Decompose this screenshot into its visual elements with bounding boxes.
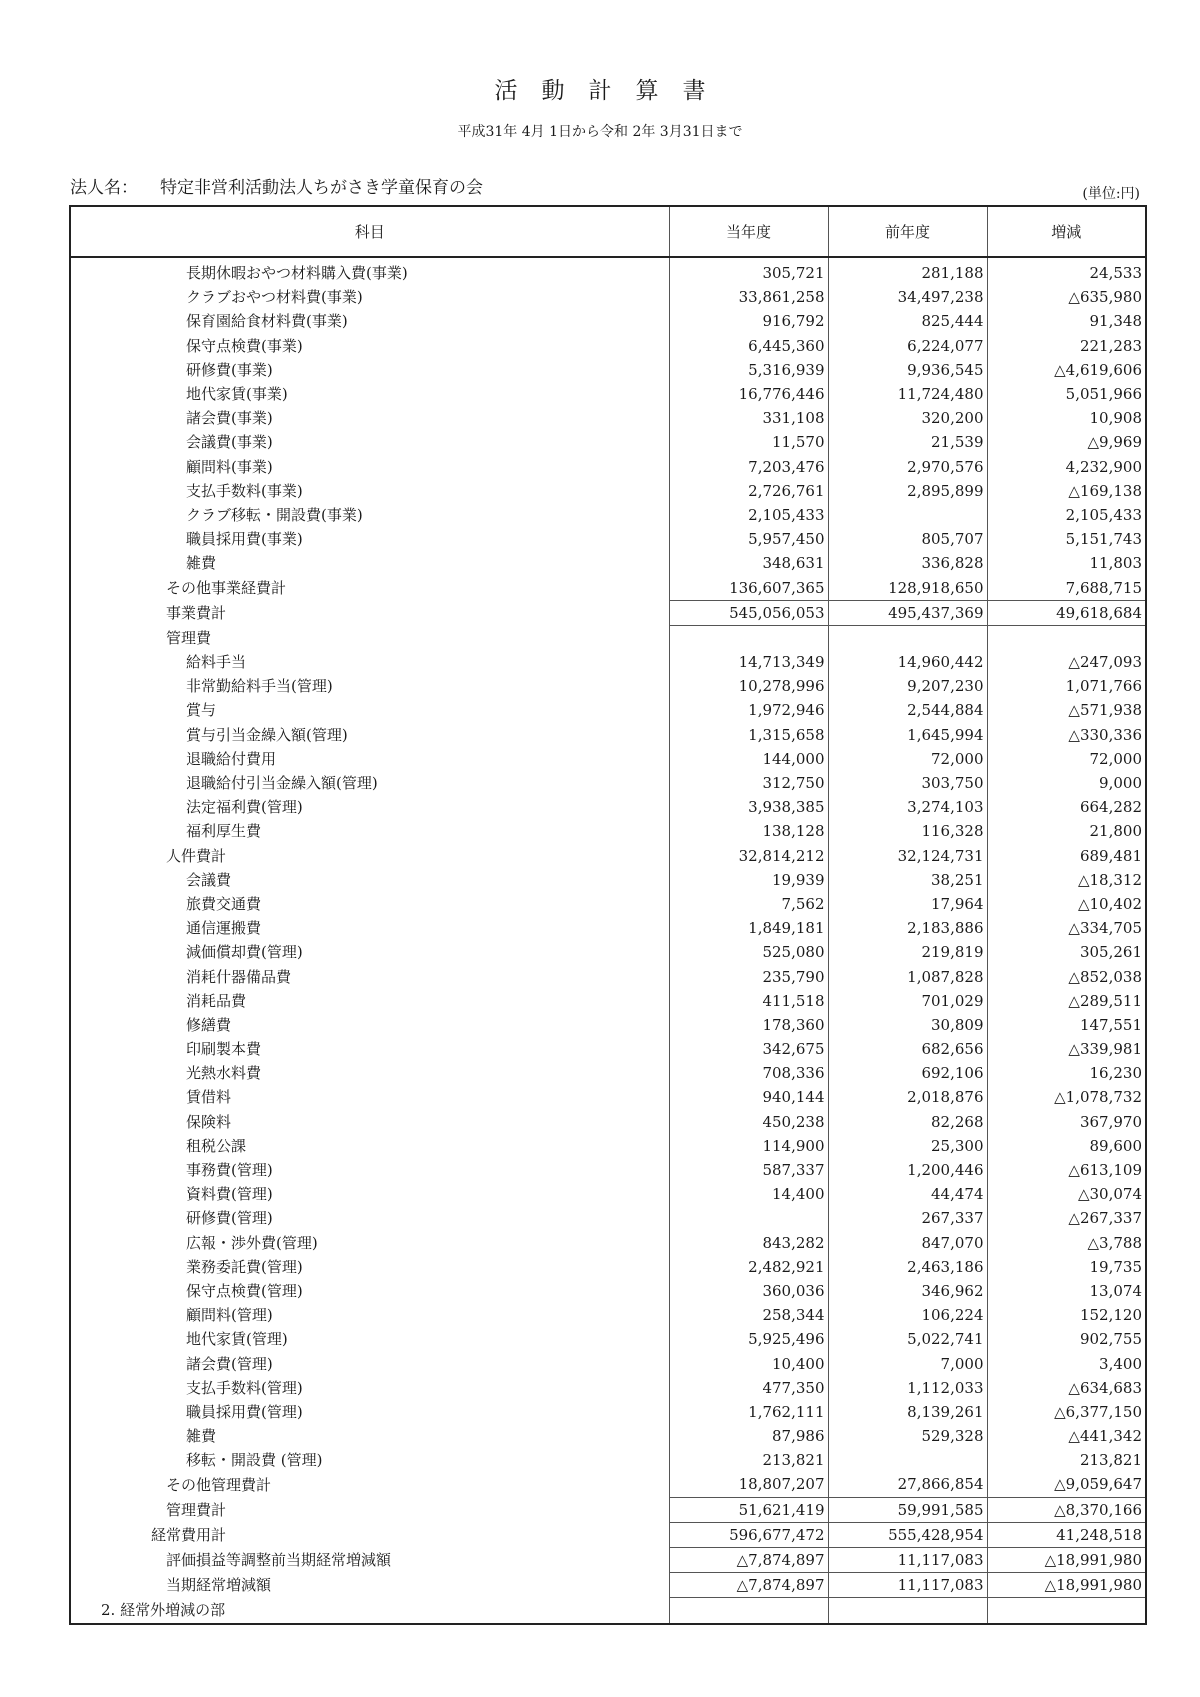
unit-note: (単位:円) [1082,186,1140,202]
table-row [70,406,1146,430]
current-year-value: 18,807,207 [669,1472,828,1497]
organization [70,173,483,198]
row-label: 顧問料(管理) [70,1303,669,1327]
current-year-value: 7,562 [669,892,828,916]
table-row [70,600,1146,625]
current-year-value: 2,482,921 [669,1255,828,1279]
previous-year-value: 21,539 [828,430,987,454]
table-row [70,1134,1146,1158]
previous-year-value: 825,444 [828,309,987,333]
current-year-value: 342,675 [669,1037,828,1061]
current-year-value: 1,762,111 [669,1400,828,1424]
change-value: 89,600 [987,1134,1146,1158]
previous-year-value: 27,866,854 [828,1472,987,1497]
table-row [70,940,1146,964]
current-year-value: 525,080 [669,940,828,964]
change-value: 21,800 [987,819,1146,843]
current-year-value: 596,677,472 [669,1522,828,1547]
current-year-value: 114,900 [669,1134,828,1158]
change-value: 5,051,966 [987,382,1146,406]
current-year-value: 477,350 [669,1376,828,1400]
change-value: △8,370,166 [987,1497,1146,1522]
current-year-value: 14,400 [669,1182,828,1206]
previous-year-value: 2,018,876 [828,1085,987,1109]
table-row [70,868,1146,892]
current-year-value: 1,315,658 [669,723,828,747]
previous-year-value: 2,463,186 [828,1255,987,1279]
table-row [70,1497,1146,1522]
previous-year-value: 38,251 [828,868,987,892]
change-value: △635,980 [987,285,1146,309]
header-previous-year: 前年度 [828,206,987,257]
current-year-value: 6,445,360 [669,334,828,358]
previous-year-value: 1,087,828 [828,964,987,988]
table-row [70,1279,1146,1303]
row-label: 長期休暇おやつ材料購入費(事業) [70,257,669,285]
previous-year-value: 11,724,480 [828,382,987,406]
change-value: △267,337 [987,1206,1146,1230]
table-row [70,1547,1146,1572]
table-row [70,892,1146,916]
table-row [70,795,1146,819]
change-value: △334,705 [987,916,1146,940]
current-year-value: 2,726,761 [669,479,828,503]
table-row [70,747,1146,771]
previous-year-value: 336,828 [828,551,987,575]
org-label: 法人名： [70,178,138,198]
row-label: 諸会費(管理) [70,1351,669,1375]
current-year-value: 7,203,476 [669,455,828,479]
table-row [70,575,1146,600]
current-year-value: △7,874,897 [669,1573,828,1598]
previous-year-value: 128,918,650 [828,575,987,600]
row-label: 業務委託費(管理) [70,1255,669,1279]
previous-year-value: 495,437,369 [828,600,987,625]
previous-year-value [828,625,987,650]
previous-year-value [828,1448,987,1472]
change-value: 11,803 [987,551,1146,575]
row-label: 減価償却費(管理) [70,940,669,964]
previous-year-value: 7,000 [828,1351,987,1375]
previous-year-value: 72,000 [828,747,987,771]
current-year-value: 708,336 [669,1061,828,1085]
previous-year-value: 805,707 [828,527,987,551]
change-value: 221,283 [987,334,1146,358]
previous-year-value: 555,428,954 [828,1522,987,1547]
current-year-value: 843,282 [669,1231,828,1255]
change-value: △289,511 [987,989,1146,1013]
row-label: 移転・開設費 (管理) [70,1448,669,1472]
change-value: 689,481 [987,844,1146,868]
table-row [70,1085,1146,1109]
change-value: 1,071,766 [987,674,1146,698]
table-row [70,1013,1146,1037]
current-year-value: 138,128 [669,819,828,843]
previous-year-value: 11,117,083 [828,1573,987,1598]
change-value: △330,336 [987,723,1146,747]
row-label: 広報・渉外費(管理) [70,1231,669,1255]
table-row [70,916,1146,940]
row-label: 退職給付費用 [70,747,669,771]
row-label: 2. 経常外増減の部 [70,1598,669,1624]
previous-year-value: 2,544,884 [828,698,987,722]
row-label: 経常費用計 [70,1522,669,1547]
previous-year-value: 116,328 [828,819,987,843]
previous-year-value: 9,207,230 [828,674,987,698]
previous-year-value: 2,895,899 [828,479,987,503]
previous-year-value: 847,070 [828,1231,987,1255]
row-label: 賞与引当金繰入額(管理) [70,723,669,747]
current-year-value [669,1206,828,1230]
row-label: 顧問料(事業) [70,455,669,479]
change-value: △441,342 [987,1424,1146,1448]
current-year-value [669,625,828,650]
change-value: 19,735 [987,1255,1146,1279]
previous-year-value: 692,106 [828,1061,987,1085]
table-row [70,819,1146,843]
previous-year-value: 9,936,545 [828,358,987,382]
table-row [70,771,1146,795]
current-year-value: 348,631 [669,551,828,575]
previous-year-value: 59,991,585 [828,1497,987,1522]
current-year-value: 5,957,450 [669,527,828,551]
current-year-value: 178,360 [669,1013,828,1037]
change-value: △18,312 [987,868,1146,892]
table-row [70,674,1146,698]
previous-year-value: 30,809 [828,1013,987,1037]
previous-year-value: 106,224 [828,1303,987,1327]
change-value: △10,402 [987,892,1146,916]
row-label: 人件費計 [70,844,669,868]
table-row [70,551,1146,575]
row-label: 諸会費(事業) [70,406,669,430]
current-year-value: 10,400 [669,1351,828,1375]
row-label: 雑費 [70,1424,669,1448]
current-year-value: 14,713,349 [669,650,828,674]
row-label: 会議費 [70,868,669,892]
row-label: 退職給付引当金繰入額(管理) [70,771,669,795]
row-label: 事務費(管理) [70,1158,669,1182]
table-row [70,1424,1146,1448]
previous-year-value: 701,029 [828,989,987,1013]
previous-year-value: 5,022,741 [828,1327,987,1351]
previous-year-value: 1,200,446 [828,1158,987,1182]
current-year-value: 331,108 [669,406,828,430]
row-label: 管理費 [70,625,669,650]
current-year-value: 87,986 [669,1424,828,1448]
row-label: 資料費(管理) [70,1182,669,1206]
row-label: 地代家賃(事業) [70,382,669,406]
previous-year-value: 303,750 [828,771,987,795]
previous-year-value: 219,819 [828,940,987,964]
previous-year-value: 2,970,576 [828,455,987,479]
current-year-value: 312,750 [669,771,828,795]
row-label: 租税公課 [70,1134,669,1158]
row-label: 賃借料 [70,1085,669,1109]
table-row [70,479,1146,503]
previous-year-value: 267,337 [828,1206,987,1230]
row-label: クラブおやつ材料費(事業) [70,285,669,309]
current-year-value: 3,938,385 [669,795,828,819]
row-label: 法定福利費(管理) [70,795,669,819]
change-value: △6,377,150 [987,1400,1146,1424]
change-value: 41,248,518 [987,1522,1146,1547]
table-row [70,309,1146,333]
change-value: △18,991,980 [987,1573,1146,1598]
change-value: 213,821 [987,1448,1146,1472]
table-row [70,723,1146,747]
current-year-value: 5,925,496 [669,1327,828,1351]
previous-year-value: 1,645,994 [828,723,987,747]
table-row [70,1037,1146,1061]
row-label: 消耗品費 [70,989,669,1013]
change-value: 2,105,433 [987,503,1146,527]
row-label: 雑費 [70,551,669,575]
current-year-value: 450,238 [669,1110,828,1134]
table-row [70,844,1146,868]
table-row [70,1376,1146,1400]
row-label: 通信運搬費 [70,916,669,940]
table-row [70,430,1146,454]
table-row [70,1231,1146,1255]
table-row [70,1110,1146,1134]
row-label: 職員採用費(管理) [70,1400,669,1424]
table-header-row [70,206,1146,257]
org-name: 特定非営利活動法人ちがさき学童保育の会 [160,178,483,198]
current-year-value: 10,278,996 [669,674,828,698]
row-label: 印刷製本費 [70,1037,669,1061]
change-value: △247,093 [987,650,1146,674]
table-row [70,257,1146,285]
table-row [70,382,1146,406]
change-value: 147,551 [987,1013,1146,1037]
current-year-value: 136,607,365 [669,575,828,600]
table-row [70,1472,1146,1497]
current-year-value: 305,721 [669,257,828,285]
table-row [70,625,1146,650]
document-title: 活動計算書 [494,78,730,104]
change-value: △169,138 [987,479,1146,503]
row-label: 地代家賃(管理) [70,1327,669,1351]
row-label: 福利厚生費 [70,819,669,843]
change-value [987,1598,1146,1624]
previous-year-value: 32,124,731 [828,844,987,868]
fiscal-period: 平成31年 4月 1日から令和 2年 3月31日まで [457,124,743,140]
table-row [70,1206,1146,1230]
table-row [70,964,1146,988]
current-year-value: 19,939 [669,868,828,892]
row-label: 保育園給食材料費(事業) [70,309,669,333]
change-value: 902,755 [987,1327,1146,1351]
previous-year-value: 11,117,083 [828,1547,987,1572]
table-row [70,358,1146,382]
current-year-value: 235,790 [669,964,828,988]
current-year-value: 916,792 [669,309,828,333]
table-row [70,1573,1146,1598]
previous-year-value: 3,274,103 [828,795,987,819]
row-label: 保守点検費(管理) [70,1279,669,1303]
header-change: 増減 [987,206,1146,257]
row-label: 保険料 [70,1110,669,1134]
current-year-value: 940,144 [669,1085,828,1109]
row-label: クラブ移転・開設費(事業) [70,503,669,527]
row-label: その他事業経費計 [70,575,669,600]
table-row [70,1400,1146,1424]
previous-year-value: 2,183,886 [828,916,987,940]
table-row [70,698,1146,722]
change-value: △852,038 [987,964,1146,988]
current-year-value: 11,570 [669,430,828,454]
table-row [70,1448,1146,1472]
table-row [70,527,1146,551]
row-label: 給料手当 [70,650,669,674]
previous-year-value: 529,328 [828,1424,987,1448]
current-year-value: 51,621,419 [669,1497,828,1522]
header-current-year: 当年度 [669,206,828,257]
table-row [70,1158,1146,1182]
table-row [70,455,1146,479]
change-value: 152,120 [987,1303,1146,1327]
current-year-value: 33,861,258 [669,285,828,309]
current-year-value [669,1598,828,1624]
change-value: 13,074 [987,1279,1146,1303]
row-label: 研修費(事業) [70,358,669,382]
current-year-value: △7,874,897 [669,1547,828,1572]
row-label: 職員採用費(事業) [70,527,669,551]
previous-year-value: 44,474 [828,1182,987,1206]
change-value: △18,991,980 [987,1547,1146,1572]
header-account: 科目 [70,206,669,257]
row-label: 支払手数料(管理) [70,1376,669,1400]
table-row [70,989,1146,1013]
previous-year-value: 34,497,238 [828,285,987,309]
change-value: 49,618,684 [987,600,1146,625]
change-value: 7,688,715 [987,575,1146,600]
table-row [70,1327,1146,1351]
row-label: 修繕費 [70,1013,669,1037]
previous-year-value: 17,964 [828,892,987,916]
current-year-value: 258,344 [669,1303,828,1327]
row-label: 事業費計 [70,600,669,625]
change-value: 3,400 [987,1351,1146,1375]
previous-year-value [828,1598,987,1624]
row-label: 当期経常増減額 [70,1573,669,1598]
row-label: 研修費(管理) [70,1206,669,1230]
table-row [70,1255,1146,1279]
table-row [70,1598,1146,1624]
change-value: 4,232,900 [987,455,1146,479]
previous-year-value: 8,139,261 [828,1400,987,1424]
previous-year-value: 14,960,442 [828,650,987,674]
change-value: △9,969 [987,430,1146,454]
change-value: 367,970 [987,1110,1146,1134]
change-value: 24,533 [987,257,1146,285]
change-value: △571,938 [987,698,1146,722]
current-year-value: 2,105,433 [669,503,828,527]
row-label: 旅費交通費 [70,892,669,916]
change-value: 5,151,743 [987,527,1146,551]
previous-year-value [828,503,987,527]
row-label: 賞与 [70,698,669,722]
table-row [70,1351,1146,1375]
change-value: △9,059,647 [987,1472,1146,1497]
previous-year-value: 346,962 [828,1279,987,1303]
current-year-value: 16,776,446 [669,382,828,406]
change-value: △613,109 [987,1158,1146,1182]
current-year-value: 144,000 [669,747,828,771]
table-row [70,334,1146,358]
row-label: 会議費(事業) [70,430,669,454]
current-year-value: 587,337 [669,1158,828,1182]
row-label: 保守点検費(事業) [70,334,669,358]
current-year-value: 5,316,939 [669,358,828,382]
table-row [70,285,1146,309]
change-value: 305,261 [987,940,1146,964]
row-label: 管理費計 [70,1497,669,1522]
table-row [70,1303,1146,1327]
previous-year-value: 281,188 [828,257,987,285]
row-label: 非常勤給料手当(管理) [70,674,669,698]
change-value: 10,908 [987,406,1146,430]
change-value: △634,683 [987,1376,1146,1400]
change-value: △4,619,606 [987,358,1146,382]
current-year-value: 545,056,053 [669,600,828,625]
previous-year-value: 1,112,033 [828,1376,987,1400]
change-value: 91,348 [987,309,1146,333]
table-row [70,1061,1146,1085]
change-value: △1,078,732 [987,1085,1146,1109]
table-row [70,503,1146,527]
change-value: 664,282 [987,795,1146,819]
table-row [70,1522,1146,1547]
change-value [987,625,1146,650]
change-value: 72,000 [987,747,1146,771]
table-row [70,1182,1146,1206]
change-value: △30,074 [987,1182,1146,1206]
current-year-value: 411,518 [669,989,828,1013]
change-value: △339,981 [987,1037,1146,1061]
activity-statement-table [69,205,1147,1625]
table-row [70,650,1146,674]
row-label: 評価損益等調整前当期経常増減額 [70,1547,669,1572]
previous-year-value: 682,656 [828,1037,987,1061]
previous-year-value: 82,268 [828,1110,987,1134]
current-year-value: 360,036 [669,1279,828,1303]
change-value: △3,788 [987,1231,1146,1255]
change-value: 9,000 [987,771,1146,795]
previous-year-value: 6,224,077 [828,334,987,358]
current-year-value: 1,849,181 [669,916,828,940]
row-label: その他管理費計 [70,1472,669,1497]
current-year-value: 32,814,212 [669,844,828,868]
previous-year-value: 25,300 [828,1134,987,1158]
row-label: 支払手数料(事業) [70,479,669,503]
change-value: 16,230 [987,1061,1146,1085]
row-label: 光熱水料費 [70,1061,669,1085]
previous-year-value: 320,200 [828,406,987,430]
row-label: 消耗什器備品費 [70,964,669,988]
current-year-value: 1,972,946 [669,698,828,722]
current-year-value: 213,821 [669,1448,828,1472]
